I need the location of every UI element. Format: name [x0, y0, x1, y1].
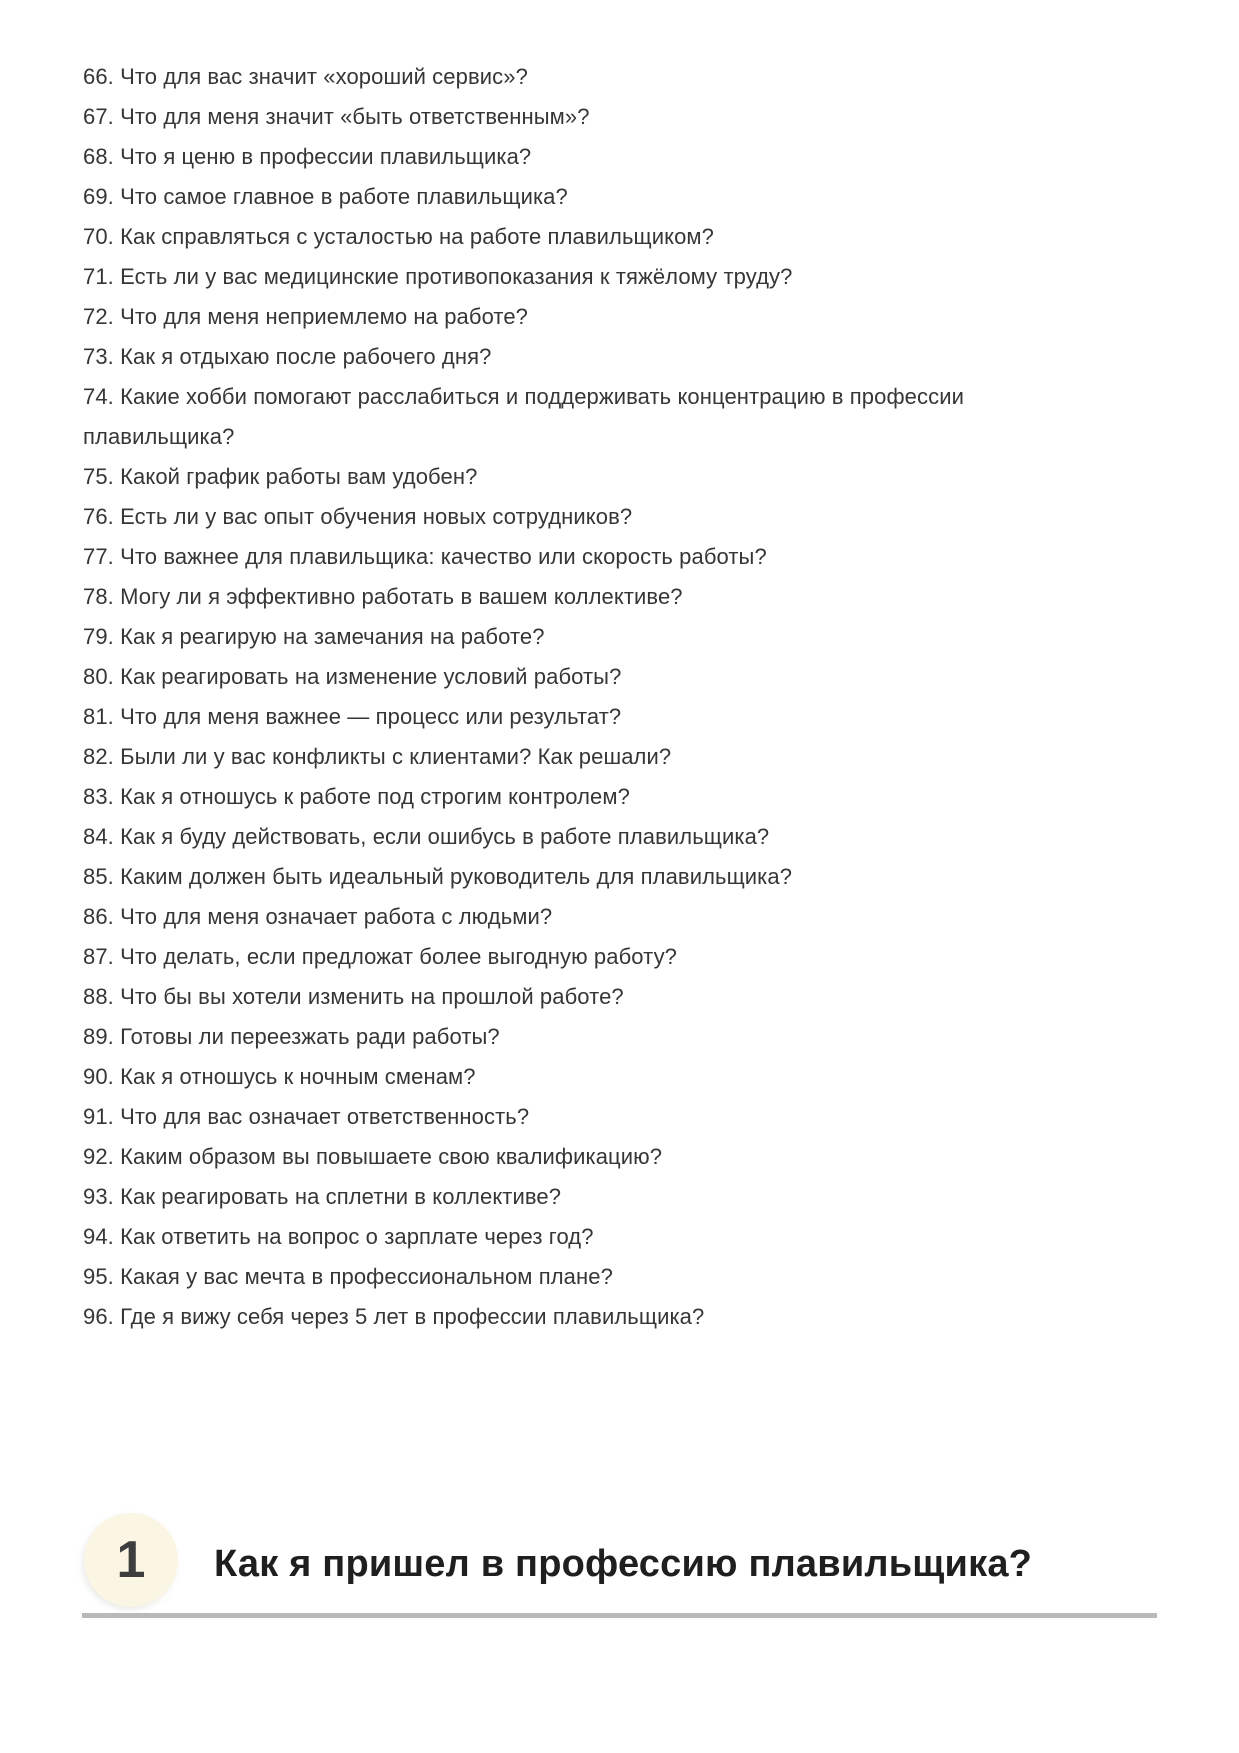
question-item: 91. Что для вас означает ответственность?	[83, 1104, 530, 1129]
question-item: 85. Каким должен быть идеальный руководитель для плавильщика?	[83, 864, 793, 889]
questions-list	[83, 57, 1083, 1337]
question-item: 78. Могу ли я эффективно работать в вашем коллективе?	[83, 584, 683, 609]
question-item: 70. Как справляться с усталостью на работе плавильщиком?	[83, 224, 714, 249]
question-item: 90. Как я отношусь к ночным сменам?	[83, 1064, 476, 1089]
question-item: 69. Что самое главное в работе плавильщика?	[83, 184, 568, 209]
question-item: 67. Что для меня значит «быть ответственным»?	[83, 104, 590, 129]
section-divider	[82, 1613, 1157, 1618]
question-item: 86. Что для меня означает работа с людьми?	[83, 904, 553, 929]
question-item: 95. Какая у вас мечта в профессиональном плане?	[83, 1264, 613, 1289]
question-item: 96. Где я вижу себя через 5 лет в профессии плавильщика?	[83, 1304, 705, 1329]
question-item: 82. Были ли у вас конфликты с клиентами? Как решали?	[83, 744, 672, 769]
question-item: 80. Как реагировать на изменение условий работы?	[83, 664, 622, 689]
question-item: 93. Как реагировать на сплетни в коллективе?	[83, 1184, 562, 1209]
section-number-badge	[84, 1513, 178, 1607]
question-item: 89. Готовы ли переезжать ради работы?	[83, 1024, 500, 1049]
question-item: 68. Что я ценю в профессии плавильщика?	[83, 144, 532, 169]
question-item: 66. Что для вас значит «хороший сервис»?	[83, 64, 528, 89]
question-item: 74. Какие хобби помогают расслабиться и поддерживать концентрацию в профессии плавильщика?	[83, 384, 964, 449]
section-header	[0, 1513, 1239, 1623]
question-item: 94. Как ответить на вопрос о зарплате через год?	[83, 1224, 594, 1249]
question-item: 75. Какой график работы вам удобен?	[83, 464, 478, 489]
question-item: 83. Как я отношусь к работе под строгим контролем?	[83, 784, 630, 809]
question-item: 71. Есть ли у вас медицинские противопоказания к тяжёлому труду?	[83, 264, 793, 289]
question-item: 73. Как я отдыхаю после рабочего дня?	[83, 344, 492, 369]
question-item: 72. Что для меня неприемлемо на работе?	[83, 304, 529, 329]
question-item: 88. Что бы вы хотели изменить на прошлой работе?	[83, 984, 624, 1009]
section-title: Как я пришел в профессию плавильщика?	[214, 1543, 1033, 1585]
question-item: 81. Что для меня важнее — процесс или результат?	[83, 704, 622, 729]
question-item: 87. Что делать, если предложат более выгодную работу?	[83, 944, 678, 969]
question-item: 92. Каким образом вы повышаете свою квалификацию?	[83, 1144, 663, 1169]
question-item: 77. Что важнее для плавильщика: качество или скорость работы?	[83, 544, 767, 569]
section-number: 1	[116, 1531, 146, 1589]
question-item: 84. Как я буду действовать, если ошибусь в работе плавильщика?	[83, 824, 770, 849]
question-item: 79. Как я реагирую на замечания на работе?	[83, 624, 545, 649]
question-item: 76. Есть ли у вас опыт обучения новых сотрудников?	[83, 504, 633, 529]
